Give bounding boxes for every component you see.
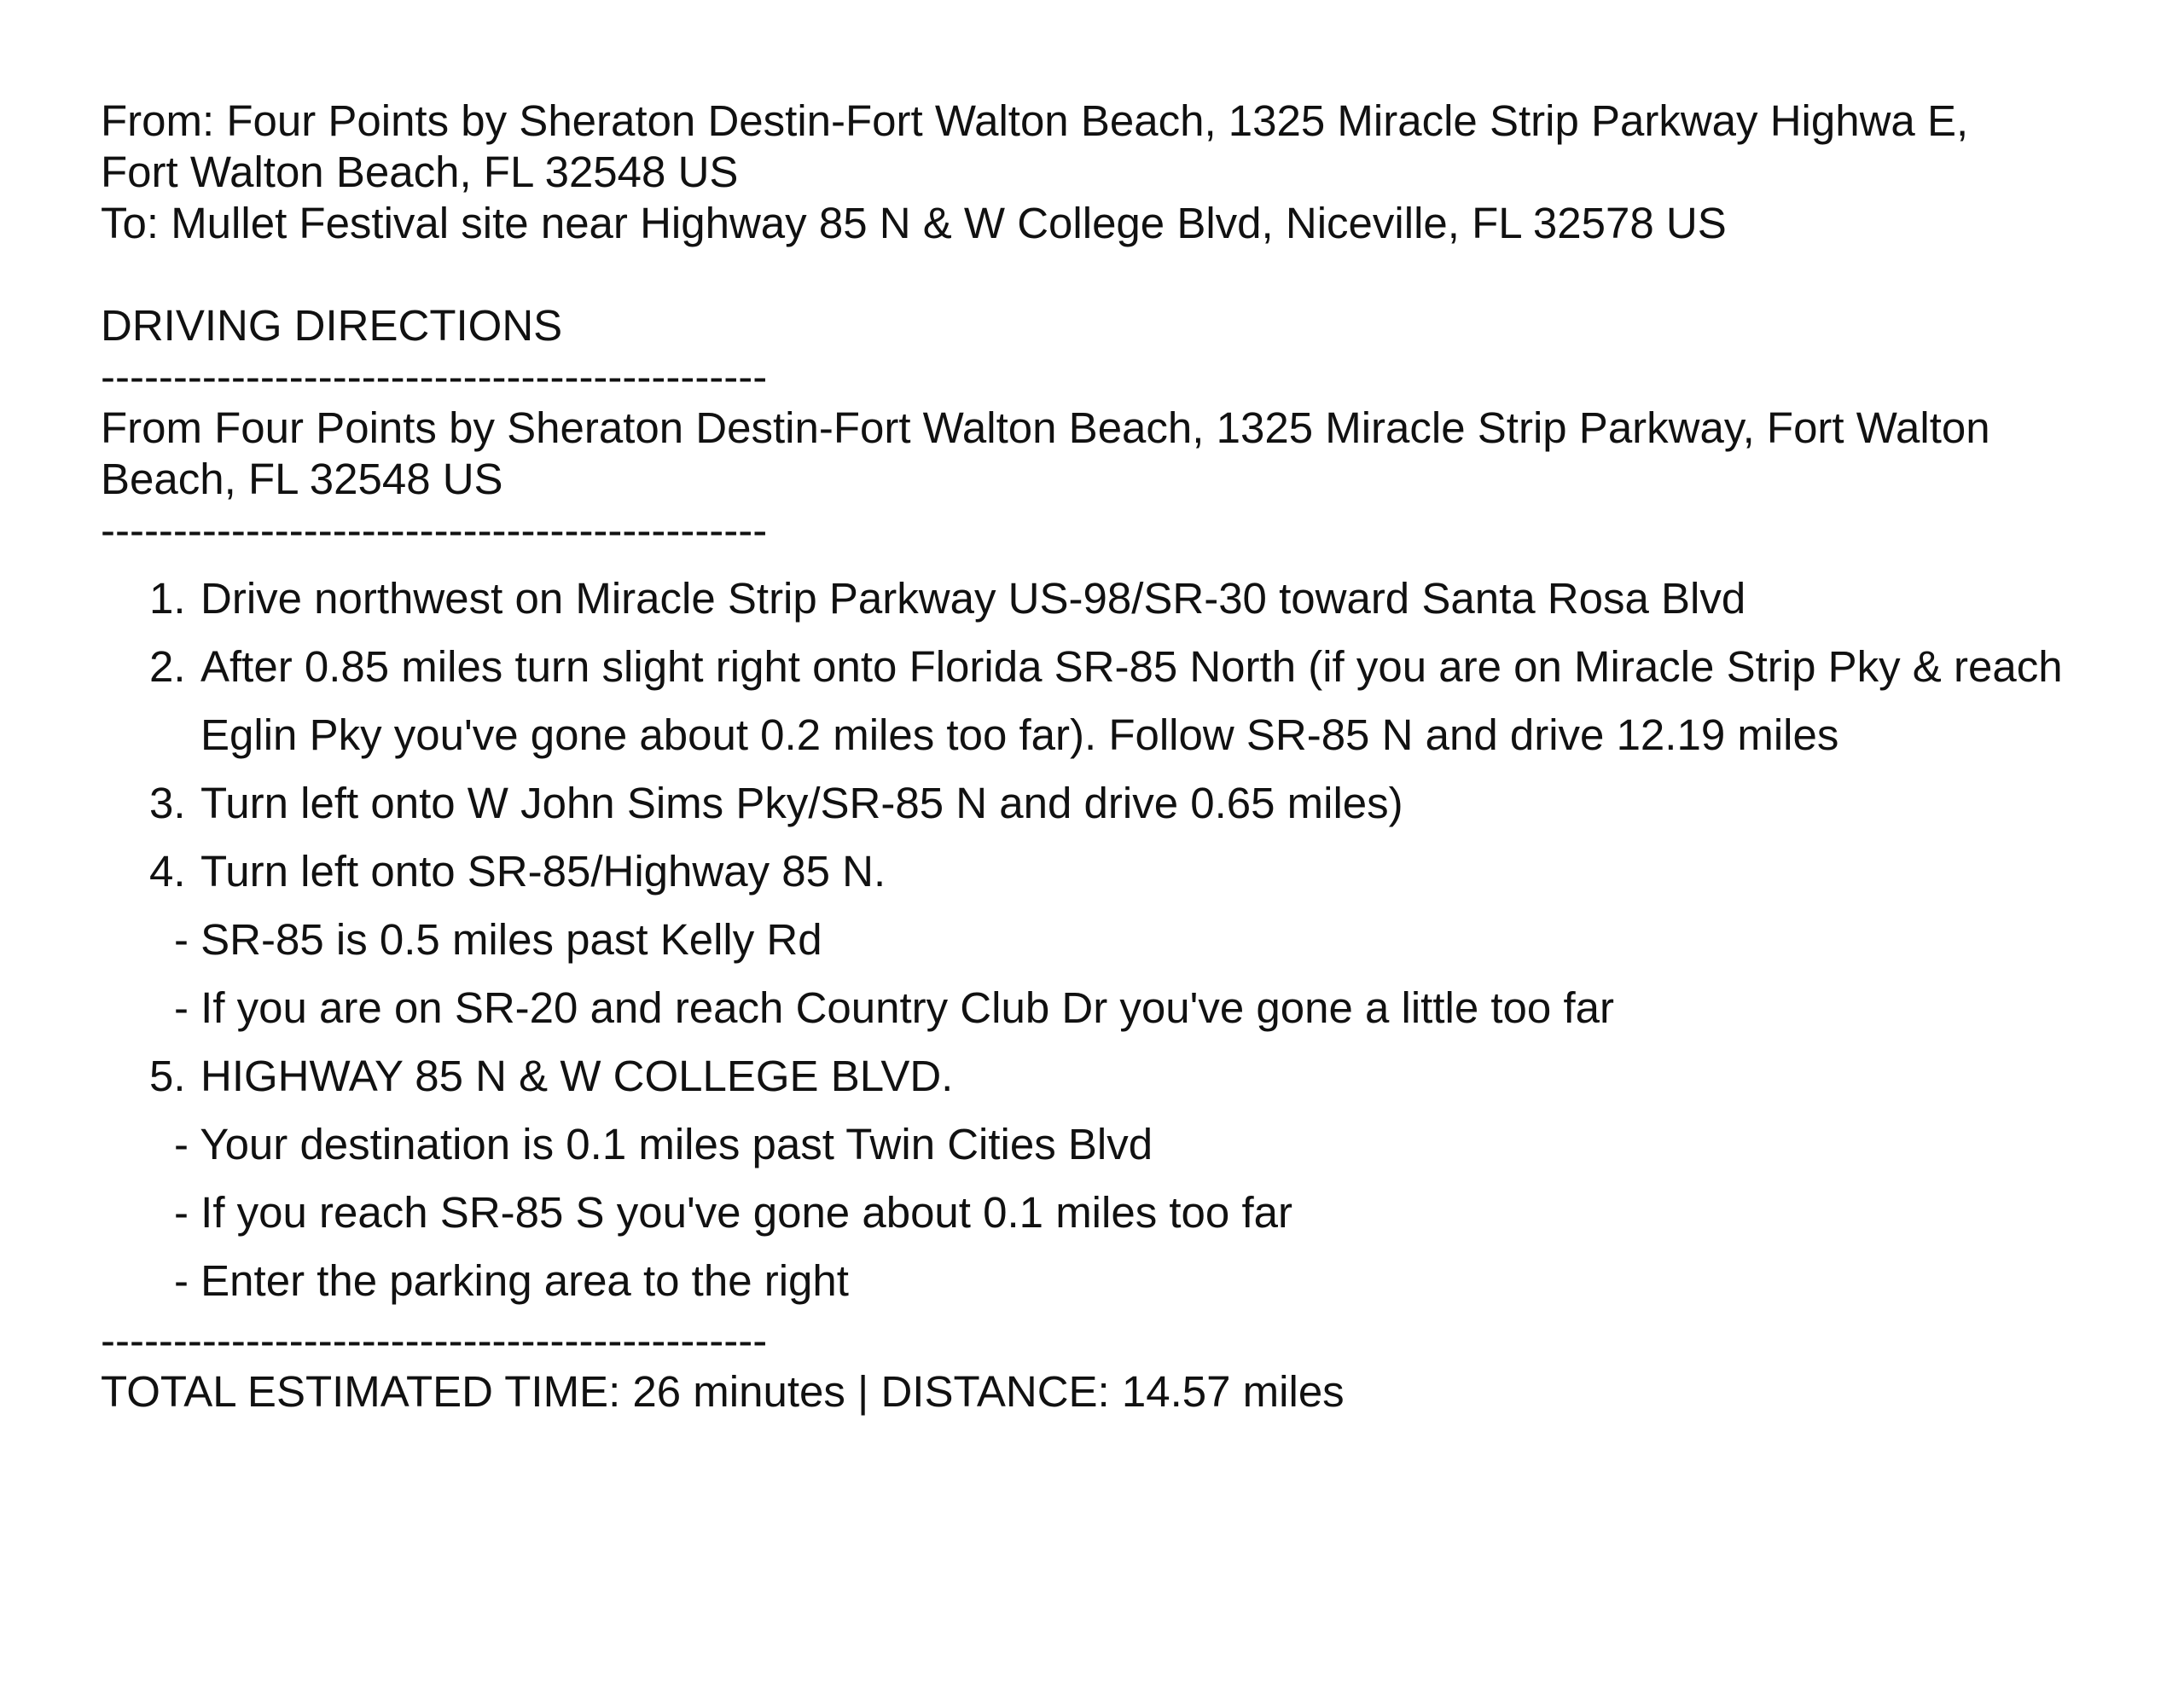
step-text: After 0.85 miles turn slight right onto Florida SR-85 North (if you are on Miracle Strip Pky & reach Eglin Pky you've gone about 0.2 miles too far). Follow SR-85 N and drive 12.19 miles: [200, 642, 2063, 759]
step-number: 4.: [149, 847, 186, 896]
step-number: 5.: [149, 1052, 186, 1100]
step-text: Turn left onto SR-85/Highway 85 N.: [200, 847, 886, 896]
step-number: 1.: [149, 574, 186, 623]
divider-rule: ----------------------------------------------: [101, 1316, 768, 1365]
direction-steps-list: [101, 565, 2097, 1315]
step-text: HIGHWAY 85 N & W COLLEGE BLVD.: [200, 1052, 954, 1100]
divider-rule: ----------------------------------------------: [101, 506, 768, 554]
to-address-line: To: Mullet Festival site near Highway 85 N & W College Blvd, Niceville, FL 32578 US: [101, 199, 1727, 247]
direction-step: [101, 838, 2146, 906]
step-note: - If you reach SR-85 S you've gone about 0.1 miles too far: [174, 1188, 1292, 1237]
from-address-line-2: Fort Walton Beach, FL 32548 US: [101, 148, 739, 196]
direction-step: [101, 565, 2146, 633]
direction-step: [101, 769, 2146, 838]
step-note: - SR-85 is 0.5 miles past Kelly Rd: [174, 915, 822, 964]
step-text: Turn left onto W John Sims Pky/SR-85 N and drive 0.65 miles): [200, 779, 1403, 827]
step-number: 2.: [149, 642, 186, 691]
spacer: [101, 249, 2097, 300]
directions-heading: DRIVING DIRECTIONS: [101, 301, 563, 350]
step-number: 3.: [149, 779, 186, 827]
step-note: - Your destination is 0.1 miles past Twin Cities Blvd: [174, 1120, 1153, 1168]
from-address-line-1: From: Four Points by Sheraton Destin-Fort Walton Beach, 1325 Miracle Strip Parkway Highwa E,: [101, 96, 1969, 145]
step-note: - If you are on SR-20 and reach Country Club Dr you've gone a little too far: [174, 983, 1614, 1032]
direction-step: [101, 1042, 2146, 1110]
step-note: - Enter the parking area to the right: [174, 1256, 849, 1305]
directions-document: [101, 96, 2097, 1417]
step-text: Drive northwest on Miracle Strip Parkway US-98/SR-30 toward Santa Rosa Blvd: [200, 574, 1746, 623]
origin-line-2: Beach, FL 32548 US: [101, 455, 503, 503]
direction-step: [101, 633, 2146, 769]
divider-rule: ----------------------------------------------: [101, 352, 768, 401]
total-time-distance: TOTAL ESTIMATED TIME: 26 minutes | DISTANCE: 14.57 miles: [101, 1367, 1345, 1416]
origin-line-1: From Four Points by Sheraton Destin-Fort Walton Beach, 1325 Miracle Strip Parkway, Fort Walton: [101, 403, 1990, 452]
